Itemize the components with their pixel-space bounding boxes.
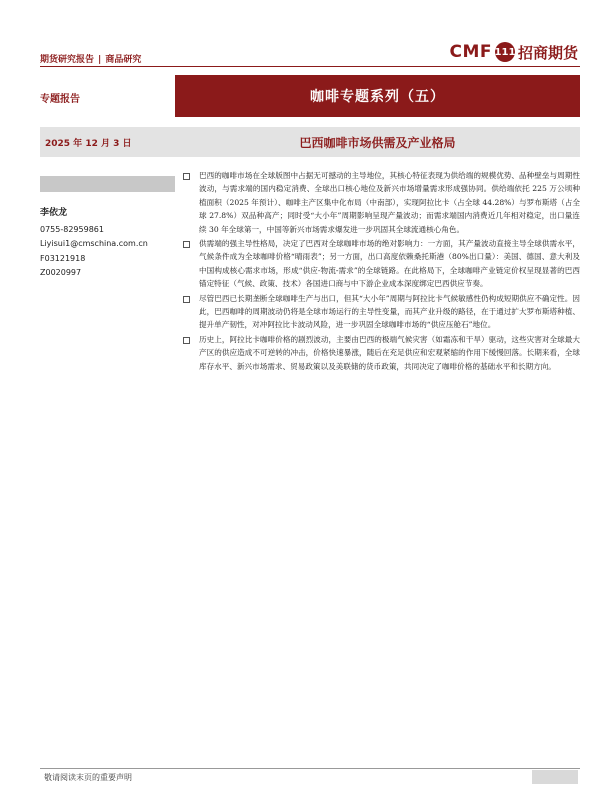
bullet-box-icon bbox=[183, 173, 194, 180]
page-number-box bbox=[532, 770, 578, 784]
author-license-1: F03121918 bbox=[40, 253, 86, 263]
header-divider bbox=[40, 66, 580, 67]
bullet-text: 尽管巴西已长期垄断全球咖啡生产与出口，但其“大小年”周期与阿拉比卡气候敏感性仍构成短期供应不确定性。因此，巴西咖啡的周期波动仍将是全球市场运行的主导性变量，而其产业升级的路径，在于通过扩大罗布斯塔种植、提升单产韧性，对冲阿拉比卡波动风险，进一步巩固全球咖啡市场的“供应压舱石”地位。 bbox=[199, 293, 580, 330]
footer-divider bbox=[40, 768, 580, 769]
author-license-2: Z0020997 bbox=[40, 268, 82, 277]
author-name: 李依龙 bbox=[40, 208, 68, 218]
summary-bullet bbox=[183, 292, 580, 332]
author-phone: 0755-82959861 bbox=[40, 224, 104, 234]
category-left: 期货研究报告 bbox=[40, 55, 95, 65]
report-title: 巴西咖啡市场供需及产业格局 bbox=[299, 135, 456, 150]
summary-bullet bbox=[183, 237, 580, 291]
series-banner bbox=[175, 75, 580, 117]
author-info bbox=[40, 206, 180, 281]
company-logo bbox=[449, 38, 578, 66]
bullet-text: 供需端的强主导性格局，决定了巴西对全球咖啡市场的绝对影响力：一方面，其产量波动直接主导全球供需水平，气候条件成为全球咖啡价格“晴雨表”；另一方面，出口高度依赖桑托斯港（80%出口量）：美国、德国、意大利及中国构成核心需求市场，形成“供应-物流-需求”的全球链路。在此格局下，全球咖啡产业链定价权呈现显著的巴西锚定特征（气候、政策、技术）各国进口商与中下游企业成本深度绑定巴西供应节奏。 bbox=[199, 239, 580, 289]
category-separator: | bbox=[98, 55, 102, 65]
logo-cmf-text: CMF bbox=[449, 42, 492, 62]
summary-content bbox=[183, 169, 580, 374]
summary-bullet bbox=[183, 169, 580, 236]
title-box bbox=[175, 127, 580, 157]
date-box bbox=[40, 127, 175, 157]
logo-company-name: 招商期货 bbox=[517, 43, 578, 62]
bullet-text: 历史上，阿拉比卡咖啡价格的剧烈波动，主要由巴西的极端气候灾害（如霜冻和干旱）驱动，这些灾害对全球最大产区的供应造成不可逆转的冲击，价格快速暴涨，随后在充足供应和宏观紧缩的作用下缓慢回落。长期来看，全球库存水平、新兴市场需求、贸易政策以及美联储的货币政策，共同决定了咖啡价格的基础水平和长期方向。 bbox=[199, 334, 580, 371]
series-title: 咖啡专题系列（五） bbox=[310, 89, 445, 105]
report-category bbox=[40, 52, 141, 65]
author-section-bar bbox=[40, 176, 175, 192]
category-right: 商品研究 bbox=[105, 55, 142, 65]
summary-bullet bbox=[183, 333, 580, 373]
footer-notice[interactable]: 敬请阅读末页的重要声明 bbox=[44, 773, 132, 782]
bullet-box-icon bbox=[183, 296, 194, 303]
bullet-box-icon bbox=[183, 241, 194, 248]
bullet-text: 巴西的咖啡市场在全球版图中占据无可撼动的主导地位，其核心特征表现为供给端的规模优势、品种壁垒与周期性波动，与需求端的国内稳定消费、全球出口核心地位及新兴市场增量需求形成强协同。供给端依托 225 万公顷种植面积（2025 年预计）、咖啡主产区集中化布局（中南部），实现阿拉比卡（占全球 44.28%）与罗布斯塔（占全球 27.8%）双品种高产；同时受“大小年”周期影响呈现产量波动；而需求端国内消费近几年相对稳定，出口量连续 30 年全球第一，中国等新兴市场需求爆发进一步巩固其全球流通核心角色。 bbox=[199, 171, 580, 234]
logo-mark-icon: 111 bbox=[495, 42, 515, 62]
author-email[interactable]: Liyisui1@cmschina.com.cn bbox=[40, 239, 148, 248]
report-date: 2025 年 12 月 3 日 bbox=[45, 138, 132, 149]
report-type: 专题报告 bbox=[40, 94, 80, 105]
bullet-box-icon bbox=[183, 337, 194, 344]
